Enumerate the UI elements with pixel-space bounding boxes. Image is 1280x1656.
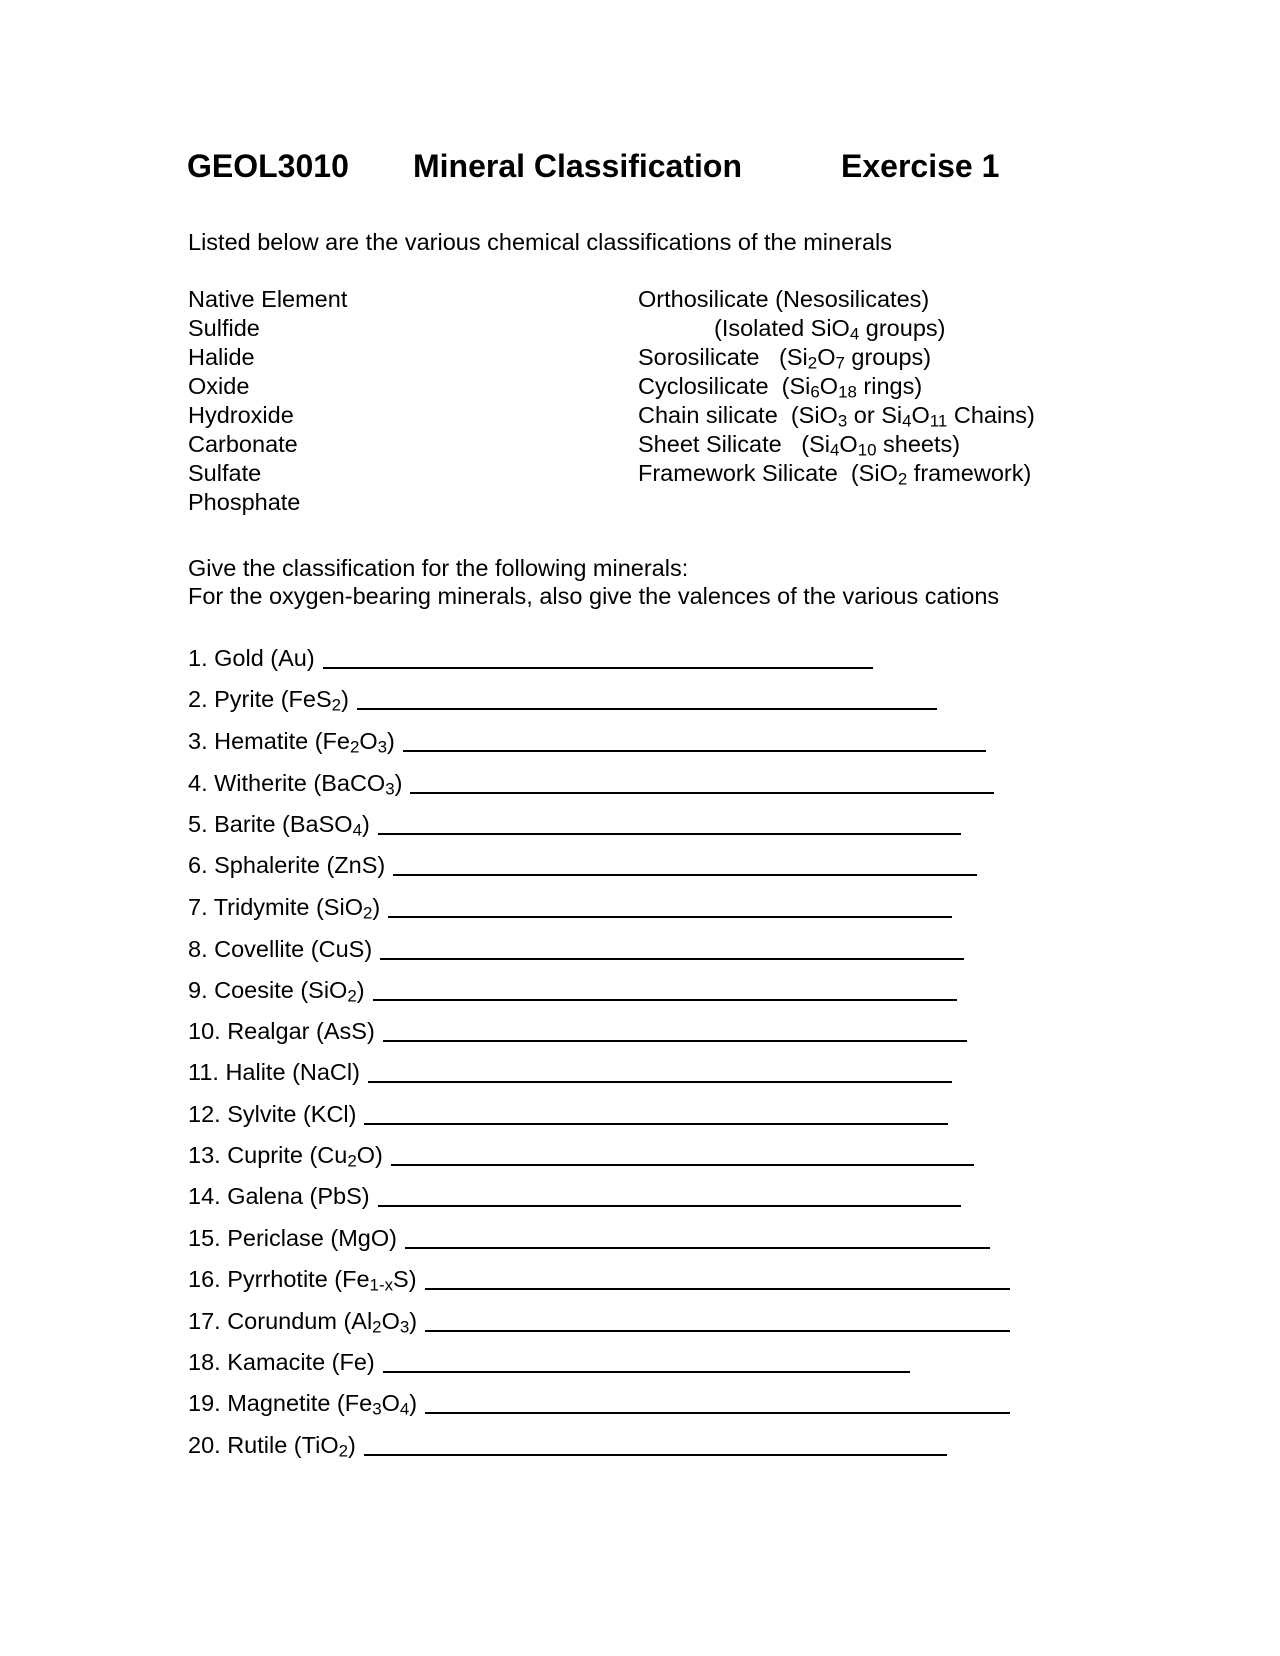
answer-line[interactable]	[357, 708, 937, 710]
question-label: 5. Barite (BaSO$_4$)	[188, 811, 370, 840]
classification-list-left	[188, 285, 347, 517]
classification-item: Carbonate	[188, 431, 298, 457]
instruction-line-2: For the oxygen-bearing minerals, also give the valences of the various cations	[188, 583, 1000, 609]
question-label: 16. Pyrrhotite $(Fe_{1-x}S)$	[188, 1266, 417, 1295]
question-row	[188, 726, 986, 756]
question-row	[188, 1430, 947, 1460]
question-label: 15. Periclase (MgO)	[188, 1225, 397, 1251]
answer-line[interactable]	[425, 1412, 1010, 1414]
classification-list-right	[638, 285, 1035, 488]
answer-line[interactable]	[410, 792, 994, 794]
classification-item: Phosphate	[188, 489, 301, 515]
question-label: 12. Sylvite (KCl)	[188, 1101, 357, 1127]
question-row	[188, 850, 977, 880]
question-label: 20. Rutile (TiO$_2$)	[188, 1432, 356, 1461]
silicate-classification-item: Orthosilicate (Nesosilicates)	[638, 286, 930, 312]
question-label: 1. Gold (Au)	[188, 645, 315, 671]
question-label: 11. Halite (NaCl)	[188, 1059, 360, 1085]
question-row	[188, 1140, 974, 1170]
question-row	[188, 1223, 990, 1253]
question-row	[188, 1099, 948, 1129]
question-label: 4. Witherite (BaCO$_3$)	[188, 770, 403, 799]
answer-line[interactable]	[383, 1371, 910, 1373]
question-label: 18. Kamacite (Fe)	[188, 1349, 375, 1375]
classification-item: Hydroxide	[188, 402, 294, 428]
question-label: 2. Pyrite (FeS$_2$)	[188, 686, 349, 715]
question-row	[188, 1306, 1010, 1336]
question-row	[188, 809, 961, 839]
question-row	[188, 1181, 961, 1211]
answer-line[interactable]	[364, 1454, 947, 1456]
answer-line[interactable]	[425, 1288, 1010, 1290]
answer-line[interactable]	[393, 874, 977, 876]
question-row	[188, 1016, 967, 1046]
question-label: 19. Magnetite $(Fe_3O_4)$	[188, 1390, 418, 1419]
question-row	[188, 684, 937, 714]
question-row	[188, 1057, 952, 1087]
question-label: 8. Covellite (CuS)	[188, 936, 373, 962]
answer-line[interactable]	[388, 916, 952, 918]
classification-item: Halide	[188, 344, 255, 370]
classification-item: Sulfate	[188, 460, 262, 486]
silicate-classification-item: Sorosilicate ($Si_2O_7$ groups)	[638, 344, 932, 373]
silicate-classification-item: (Isolated SiO$_4$ groups)	[714, 315, 946, 344]
question-label: 13. Cuprite $(Cu_2O)$	[188, 1142, 383, 1171]
answer-line[interactable]	[403, 750, 986, 752]
answer-line[interactable]	[364, 1123, 948, 1125]
question-label: 17. Corundum $(Al_2O_3)$	[188, 1308, 418, 1337]
exercise-label: Exercise 1	[841, 148, 1000, 184]
classification-item: Sulfide	[188, 315, 260, 341]
instruction-line-1: Give the classification for the following minerals:	[188, 555, 689, 581]
question-row	[188, 1388, 1010, 1418]
classification-item: Native Element	[188, 286, 348, 312]
question-row	[188, 643, 873, 673]
silicate-classification-item: Sheet Silicate ($Si_4O_{10}$ sheets)	[638, 431, 961, 460]
question-row	[188, 975, 957, 1005]
question-row	[188, 1347, 910, 1377]
answer-line[interactable]	[378, 833, 961, 835]
silicate-classification-item: Chain silicate (SiO$_3$ or $Si_4O_{11}$ Chains)	[638, 402, 1035, 431]
question-label: 14. Galena (PbS)	[188, 1183, 370, 1209]
answer-line[interactable]	[368, 1081, 952, 1083]
answer-line[interactable]	[425, 1330, 1010, 1332]
answer-line[interactable]	[383, 1040, 967, 1042]
answer-line[interactable]	[391, 1164, 974, 1166]
question-label: 6. Sphalerite (ZnS)	[188, 852, 386, 878]
silicate-classification-item: Framework Silicate (SiO$_2$ framework)	[638, 460, 1032, 489]
answer-line[interactable]	[323, 667, 873, 669]
page-title: Mineral Classification	[413, 148, 742, 184]
intro-text: Listed below are the various chemical classifications of the minerals	[188, 229, 893, 255]
question-row	[188, 892, 952, 922]
answer-line[interactable]	[373, 999, 957, 1001]
question-row	[188, 768, 994, 798]
question-label: 7. Tridymite (SiO$_2$)	[188, 894, 381, 923]
silicate-classification-item: Cyclosilicate ($Si_6O_{18}$ rings)	[638, 373, 923, 402]
question-row	[188, 1264, 1010, 1294]
answer-line[interactable]	[380, 958, 964, 960]
question-label: 9. Coesite (SiO$_2$)	[188, 977, 365, 1006]
question-row	[188, 934, 964, 964]
answer-line[interactable]	[405, 1247, 990, 1249]
classification-item: Oxide	[188, 373, 250, 399]
course-code: GEOL3010	[187, 148, 349, 184]
question-label: 3. Hematite $(Fe_2O_3)$	[188, 728, 395, 757]
answer-line[interactable]	[378, 1205, 961, 1207]
question-label: 10. Realgar (AsS)	[188, 1018, 375, 1044]
